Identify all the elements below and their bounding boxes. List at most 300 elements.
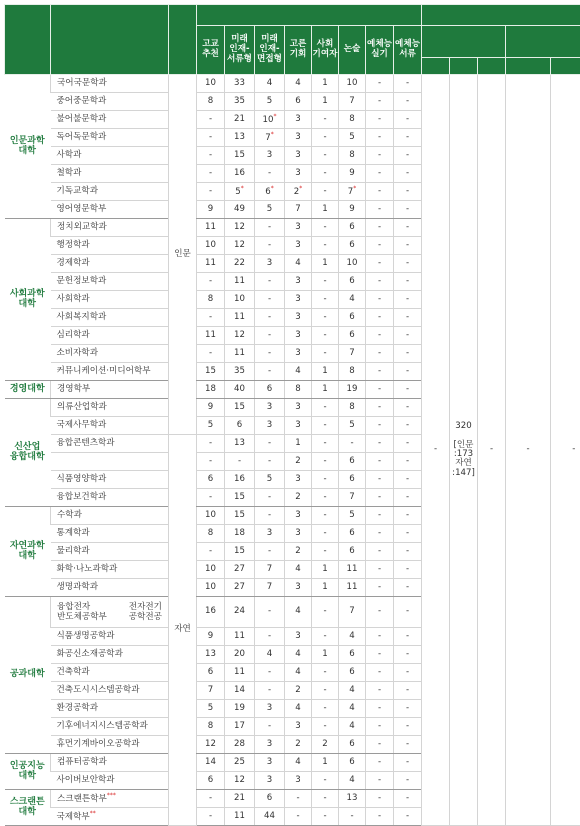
susi-value: 6 bbox=[339, 237, 366, 255]
susi-value: 3 bbox=[255, 525, 285, 543]
susi-value: 15 bbox=[225, 399, 255, 417]
susi-value: 4 bbox=[339, 682, 366, 700]
major-name: 영어영문학부 bbox=[51, 201, 169, 219]
susi-value: - bbox=[394, 129, 422, 147]
susi-value: - bbox=[394, 381, 422, 399]
susi-value: 8 bbox=[285, 381, 312, 399]
susi-value: - bbox=[394, 309, 422, 327]
susi-value: - bbox=[394, 417, 422, 435]
susi-value: 7 bbox=[339, 489, 366, 507]
susi-value: 4 bbox=[285, 754, 312, 772]
susi-value: 18 bbox=[197, 381, 225, 399]
susi-value: - bbox=[394, 682, 422, 700]
susi-value: - bbox=[255, 628, 285, 646]
univ-name: 인공지능 대학 bbox=[5, 754, 51, 790]
susi-value: - bbox=[255, 453, 285, 471]
header-yechae-silgi bbox=[506, 26, 580, 58]
susi-value: 3 bbox=[285, 237, 312, 255]
major-name: 철학과 bbox=[51, 165, 169, 183]
susi-value: 3 bbox=[255, 700, 285, 718]
susi-value: 2 bbox=[285, 489, 312, 507]
susi-value: - bbox=[366, 579, 394, 597]
susi-value: - bbox=[312, 417, 339, 435]
susi-value: - bbox=[366, 525, 394, 543]
susi-value: 15 bbox=[197, 363, 225, 381]
susi-value: 8 bbox=[339, 147, 366, 165]
major-name: 생명과학과 bbox=[51, 579, 169, 597]
susi-value: - bbox=[312, 147, 339, 165]
susi-value: - bbox=[366, 561, 394, 579]
footnote-marker: * bbox=[271, 131, 274, 138]
susi-value: - bbox=[255, 543, 285, 561]
susi-value: - bbox=[394, 561, 422, 579]
susi-value: - bbox=[366, 237, 394, 255]
susi-value: 8 bbox=[339, 363, 366, 381]
susi-value: - bbox=[312, 165, 339, 183]
susi-value: - bbox=[312, 628, 339, 646]
gyeyeol-humanities: 인문 bbox=[169, 75, 197, 435]
susi-value: 1 bbox=[312, 646, 339, 664]
susi-value: - bbox=[394, 201, 422, 219]
susi-value: - bbox=[366, 219, 394, 237]
susi-value: - bbox=[366, 165, 394, 183]
admission-table bbox=[4, 4, 580, 826]
susi-value: 7* bbox=[339, 183, 366, 201]
susi-value: - bbox=[394, 435, 422, 453]
susi-value: - bbox=[255, 363, 285, 381]
susi-value: 6 bbox=[255, 790, 285, 808]
susi-value: 1 bbox=[312, 255, 339, 273]
susi-value: 35 bbox=[225, 363, 255, 381]
susi-value: - bbox=[255, 273, 285, 291]
susi-value: - bbox=[197, 165, 225, 183]
susi-value: - bbox=[255, 489, 285, 507]
susi-value: - bbox=[394, 579, 422, 597]
susi-value: - bbox=[366, 381, 394, 399]
susi-value: - bbox=[394, 327, 422, 345]
header-susi-col: 사회 기여자 bbox=[312, 26, 339, 75]
major-name: 건축학과 bbox=[51, 664, 169, 682]
major-name: 기독교학과 bbox=[51, 183, 169, 201]
susi-value: - bbox=[255, 165, 285, 183]
susi-value: 15 bbox=[225, 489, 255, 507]
susi-value: 28 bbox=[225, 736, 255, 754]
susi-value: 3 bbox=[255, 399, 285, 417]
susi-value: 4 bbox=[339, 700, 366, 718]
susi-value: 11 bbox=[225, 345, 255, 363]
susi-value: - bbox=[394, 363, 422, 381]
susi-value: - bbox=[394, 772, 422, 790]
susi-value: 11 bbox=[225, 273, 255, 291]
susi-value: 13 bbox=[225, 129, 255, 147]
susi-value: - bbox=[312, 597, 339, 628]
susi-value: - bbox=[339, 808, 366, 826]
susi-value: 11 bbox=[225, 808, 255, 826]
susi-value: 7* bbox=[255, 129, 285, 147]
susi-value: - bbox=[312, 219, 339, 237]
susi-value: 6 bbox=[339, 646, 366, 664]
susi-value: 9 bbox=[339, 201, 366, 219]
susi-value: - bbox=[394, 273, 422, 291]
jeongsi-da: - bbox=[478, 75, 506, 826]
major-name: 물리학과 bbox=[51, 543, 169, 561]
susi-value: 1 bbox=[312, 75, 339, 93]
susi-value: 1 bbox=[312, 579, 339, 597]
susi-value: - bbox=[312, 525, 339, 543]
susi-value: 11 bbox=[197, 255, 225, 273]
susi-value: - bbox=[366, 309, 394, 327]
susi-value: 7 bbox=[339, 93, 366, 111]
susi-value: 6 bbox=[339, 736, 366, 754]
susi-value: - bbox=[366, 75, 394, 93]
footnote-marker: * bbox=[273, 113, 276, 120]
susi-value: - bbox=[255, 664, 285, 682]
susi-value: 49 bbox=[225, 201, 255, 219]
major-name: 경제학과 bbox=[51, 255, 169, 273]
susi-value: - bbox=[312, 399, 339, 417]
major-name: 사이버보안학과 bbox=[51, 772, 169, 790]
susi-value: - bbox=[394, 345, 422, 363]
susi-value: 3 bbox=[255, 736, 285, 754]
susi-value: - bbox=[312, 772, 339, 790]
susi-value: - bbox=[366, 646, 394, 664]
susi-value: 6 bbox=[197, 664, 225, 682]
susi-value: - bbox=[312, 111, 339, 129]
susi-value: 4 bbox=[255, 75, 285, 93]
major-name: 스크랜튼학부*** bbox=[51, 790, 169, 808]
susi-value: - bbox=[285, 808, 312, 826]
susi-value: 6 bbox=[339, 471, 366, 489]
susi-value: - bbox=[255, 309, 285, 327]
susi-value: 14 bbox=[197, 754, 225, 772]
susi-value: - bbox=[394, 471, 422, 489]
susi-value: 13 bbox=[197, 646, 225, 664]
susi-value: 11 bbox=[197, 327, 225, 345]
susi-value: - bbox=[197, 111, 225, 129]
susi-value: - bbox=[312, 129, 339, 147]
susi-value: 14 bbox=[225, 682, 255, 700]
susi-value: - bbox=[197, 790, 225, 808]
susi-value: 4 bbox=[285, 561, 312, 579]
susi-value: 3 bbox=[255, 772, 285, 790]
susi-value: - bbox=[255, 291, 285, 309]
univ-name: 스크랜튼 대학 bbox=[5, 790, 51, 826]
susi-value: - bbox=[366, 700, 394, 718]
univ-name: 신산업 융합대학 bbox=[5, 399, 51, 507]
susi-value: 1 bbox=[312, 381, 339, 399]
susi-value: 4 bbox=[285, 255, 312, 273]
susi-value: - bbox=[394, 808, 422, 826]
susi-value: - bbox=[366, 291, 394, 309]
susi-value: 10* bbox=[255, 111, 285, 129]
susi-value: 6 bbox=[339, 309, 366, 327]
susi-value: - bbox=[366, 327, 394, 345]
susi-value: - bbox=[394, 219, 422, 237]
susi-value: 3 bbox=[285, 327, 312, 345]
major-name: 식품영양학과 bbox=[51, 471, 169, 489]
susi-value: - bbox=[394, 183, 422, 201]
major-name: 의류산업학과 bbox=[51, 399, 169, 417]
header-suneung bbox=[422, 26, 506, 58]
susi-value: 11 bbox=[225, 309, 255, 327]
susi-value: 8 bbox=[339, 111, 366, 129]
jeongsi-na-total: 320 [인문 :173 자연 :147] bbox=[450, 75, 478, 826]
susi-value: 3 bbox=[285, 471, 312, 489]
susi-value: - bbox=[197, 453, 225, 471]
susi-value: 6 bbox=[339, 664, 366, 682]
susi-value: - bbox=[197, 808, 225, 826]
susi-value: 21 bbox=[225, 111, 255, 129]
major-name: 휴먼기계바이오공학과 bbox=[51, 736, 169, 754]
susi-value: 19 bbox=[225, 700, 255, 718]
susi-value: - bbox=[394, 507, 422, 525]
major-name: 소비자학과 bbox=[51, 345, 169, 363]
susi-value: 7 bbox=[197, 682, 225, 700]
susi-value: - bbox=[255, 435, 285, 453]
susi-value: - bbox=[394, 664, 422, 682]
susi-value: - bbox=[312, 291, 339, 309]
susi-value: - bbox=[394, 628, 422, 646]
susi-value: 27 bbox=[225, 579, 255, 597]
susi-value: 9 bbox=[197, 201, 225, 219]
susi-value: 6 bbox=[339, 273, 366, 291]
susi-value: 6 bbox=[197, 772, 225, 790]
header-susi-col: 예체능 실기 bbox=[366, 26, 394, 75]
susi-value: 4 bbox=[285, 75, 312, 93]
susi-value: - bbox=[394, 255, 422, 273]
susi-value: - bbox=[394, 111, 422, 129]
header-gyeyeol bbox=[169, 5, 197, 75]
susi-value: - bbox=[366, 111, 394, 129]
susi-value: 33 bbox=[225, 75, 255, 93]
susi-value: 10 bbox=[339, 255, 366, 273]
major-name: 국어국문학과 bbox=[51, 75, 169, 93]
susi-value: 12 bbox=[225, 772, 255, 790]
susi-value: 3 bbox=[255, 754, 285, 772]
susi-value: - bbox=[197, 435, 225, 453]
susi-value: 13 bbox=[225, 435, 255, 453]
susi-value: 2 bbox=[312, 736, 339, 754]
major-name: 국제학부** bbox=[51, 808, 169, 826]
susi-value: 10 bbox=[197, 75, 225, 93]
susi-value: 1 bbox=[312, 754, 339, 772]
susi-value: 7 bbox=[339, 597, 366, 628]
susi-value: 4 bbox=[255, 646, 285, 664]
susi-value: 11 bbox=[197, 219, 225, 237]
susi-value: 9 bbox=[339, 165, 366, 183]
header-ga bbox=[422, 58, 450, 75]
major-name bbox=[51, 453, 169, 471]
susi-value: - bbox=[255, 718, 285, 736]
susi-value: 12 bbox=[225, 219, 255, 237]
susi-value: - bbox=[394, 700, 422, 718]
susi-value: 6 bbox=[339, 754, 366, 772]
susi-value: - bbox=[366, 453, 394, 471]
major-name: 환경공학과 bbox=[51, 700, 169, 718]
susi-value: 2 bbox=[285, 543, 312, 561]
major-pair bbox=[57, 602, 168, 623]
susi-value: - bbox=[255, 237, 285, 255]
major-name: 융합콘텐츠학과 bbox=[51, 435, 169, 453]
univ-name: 경영대학 bbox=[5, 381, 51, 399]
susi-value: 6 bbox=[339, 543, 366, 561]
susi-value: 7 bbox=[285, 201, 312, 219]
susi-value: - bbox=[366, 345, 394, 363]
susi-value: - bbox=[366, 754, 394, 772]
univ-name: 자연과학 대학 bbox=[5, 507, 51, 597]
susi-value: - bbox=[366, 183, 394, 201]
susi-value: - bbox=[312, 273, 339, 291]
susi-value: 5 bbox=[255, 471, 285, 489]
susi-value: 6 bbox=[339, 525, 366, 543]
susi-value: 6 bbox=[339, 453, 366, 471]
susi-value: - bbox=[312, 345, 339, 363]
susi-value: 5 bbox=[255, 93, 285, 111]
susi-value: 3 bbox=[285, 718, 312, 736]
susi-value: 3 bbox=[255, 255, 285, 273]
susi-value: 16 bbox=[225, 165, 255, 183]
susi-value: 2 bbox=[285, 453, 312, 471]
susi-value: - bbox=[394, 736, 422, 754]
susi-value: - bbox=[366, 399, 394, 417]
major-name bbox=[51, 597, 169, 628]
susi-value: - bbox=[312, 718, 339, 736]
susi-value: 16 bbox=[225, 471, 255, 489]
susi-value: 11 bbox=[339, 561, 366, 579]
major-name: 독어독문학과 bbox=[51, 129, 169, 147]
susi-value: 8 bbox=[197, 525, 225, 543]
major-name: 커뮤니케이션·미디어학부 bbox=[51, 363, 169, 381]
univ-name: 공과대학 bbox=[5, 597, 51, 754]
susi-value: - bbox=[366, 471, 394, 489]
susi-value: 3 bbox=[285, 273, 312, 291]
susi-value: 6 bbox=[197, 471, 225, 489]
susi-value: - bbox=[366, 543, 394, 561]
susi-value: 4 bbox=[285, 363, 312, 381]
major-name: 사학과 bbox=[51, 147, 169, 165]
major-name: 화학·나노과학과 bbox=[51, 561, 169, 579]
susi-value: 9 bbox=[197, 399, 225, 417]
susi-value: - bbox=[366, 363, 394, 381]
susi-value: - bbox=[197, 183, 225, 201]
susi-value: 8 bbox=[339, 399, 366, 417]
susi-value: 6 bbox=[339, 219, 366, 237]
susi-value: - bbox=[394, 453, 422, 471]
susi-value: - bbox=[312, 489, 339, 507]
susi-value: 12 bbox=[225, 237, 255, 255]
susi-value: - bbox=[225, 453, 255, 471]
susi-value: - bbox=[255, 345, 285, 363]
susi-value: 2 bbox=[285, 682, 312, 700]
susi-value: - bbox=[366, 273, 394, 291]
susi-value: 3 bbox=[285, 628, 312, 646]
susi-value: - bbox=[366, 664, 394, 682]
susi-value: - bbox=[394, 754, 422, 772]
susi-value: 3 bbox=[285, 525, 312, 543]
susi-value: 3 bbox=[285, 309, 312, 327]
susi-value: - bbox=[197, 129, 225, 147]
major-name: 컴퓨터공학과 bbox=[51, 754, 169, 772]
susi-value: 15 bbox=[225, 147, 255, 165]
susi-value: 1 bbox=[312, 363, 339, 381]
susi-value: 3 bbox=[285, 399, 312, 417]
susi-value: - bbox=[366, 790, 394, 808]
susi-value: - bbox=[366, 255, 394, 273]
header-susi bbox=[197, 5, 422, 26]
major-name: 수학과 bbox=[51, 507, 169, 525]
susi-value: 8 bbox=[197, 291, 225, 309]
susi-value: 10 bbox=[197, 237, 225, 255]
susi-value: - bbox=[394, 790, 422, 808]
susi-value: 10 bbox=[197, 507, 225, 525]
susi-value: 7 bbox=[339, 345, 366, 363]
susi-value: 19 bbox=[339, 381, 366, 399]
susi-value: 4 bbox=[285, 664, 312, 682]
susi-value: 4 bbox=[339, 772, 366, 790]
major-name: 중어중문학과 bbox=[51, 93, 169, 111]
gyeyeol-natural: 자연 bbox=[169, 435, 197, 826]
susi-value: 7 bbox=[255, 561, 285, 579]
susi-value: 4 bbox=[339, 291, 366, 309]
header-susi-col: 논술 bbox=[339, 26, 366, 75]
susi-value: 9 bbox=[197, 628, 225, 646]
susi-value: 24 bbox=[225, 597, 255, 628]
header-susi-col: 미래 인재- 면접형 bbox=[255, 26, 285, 75]
yechae-ga: - bbox=[506, 75, 551, 826]
major-name: 심리학과 bbox=[51, 327, 169, 345]
susi-value: 17 bbox=[225, 718, 255, 736]
susi-value: 5 bbox=[255, 201, 285, 219]
susi-value: 6 bbox=[339, 327, 366, 345]
susi-value: 1 bbox=[312, 561, 339, 579]
susi-value: 3 bbox=[285, 507, 312, 525]
susi-value: 8 bbox=[197, 93, 225, 111]
susi-value: 3 bbox=[285, 772, 312, 790]
susi-value: - bbox=[197, 543, 225, 561]
susi-value: - bbox=[312, 309, 339, 327]
susi-value: 5 bbox=[339, 507, 366, 525]
susi-value: 16 bbox=[197, 597, 225, 628]
susi-value: 21 bbox=[225, 790, 255, 808]
susi-value: 8 bbox=[197, 718, 225, 736]
susi-value: 3 bbox=[285, 111, 312, 129]
susi-value: - bbox=[255, 507, 285, 525]
header-na bbox=[450, 58, 478, 75]
major-name: 건축도시시스템공학과 bbox=[51, 682, 169, 700]
susi-value: 4 bbox=[339, 628, 366, 646]
susi-value: 4 bbox=[285, 646, 312, 664]
major-name: 불어불문학과 bbox=[51, 111, 169, 129]
susi-value: 12 bbox=[197, 736, 225, 754]
susi-value: 3 bbox=[255, 147, 285, 165]
susi-value: - bbox=[366, 718, 394, 736]
susi-value: - bbox=[394, 525, 422, 543]
susi-value: - bbox=[394, 399, 422, 417]
susi-value: 5 bbox=[339, 129, 366, 147]
susi-value: - bbox=[255, 682, 285, 700]
susi-value: 3 bbox=[285, 147, 312, 165]
susi-value: 10 bbox=[339, 75, 366, 93]
major-name: 사회복지학과 bbox=[51, 309, 169, 327]
major-name: 문헌정보학과 bbox=[51, 273, 169, 291]
susi-value: 4 bbox=[339, 718, 366, 736]
susi-value: - bbox=[394, 93, 422, 111]
susi-value: 4 bbox=[285, 597, 312, 628]
major-name: 화공신소재공학과 bbox=[51, 646, 169, 664]
susi-value: 1 bbox=[312, 93, 339, 111]
header-unit bbox=[51, 5, 169, 75]
susi-value: 1 bbox=[285, 435, 312, 453]
